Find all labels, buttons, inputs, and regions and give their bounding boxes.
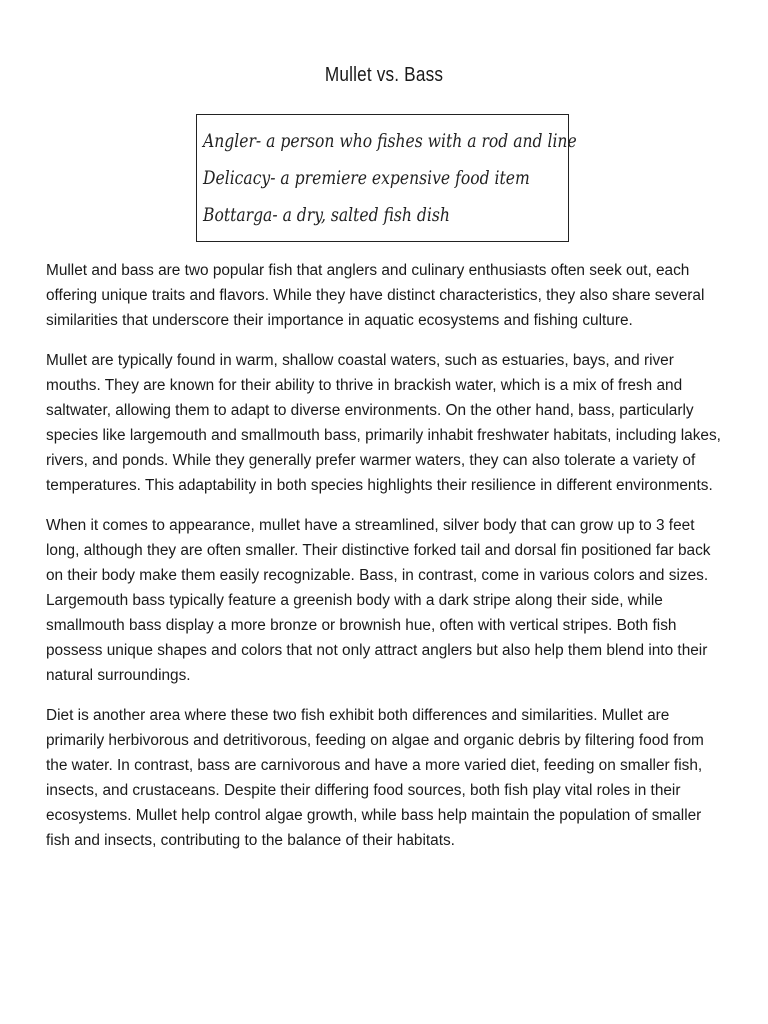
vocabulary-term-bottarga: Bottarga- a dry, salted fish dish bbox=[203, 204, 450, 226]
article-body bbox=[46, 258, 726, 868]
paragraph-habitat: Mullet are typically found in warm, shallow coastal waters, such as estuaries, bays, and river mouths. They are known for their ability to thrive in brackish water, which is a mix of fresh and saltwater, allowing them to adapt to diverse environments. On the other hand, bass, particularly species like largemouth and smallmouth bass, primarily inhabit freshwater habitats, including lakes, rivers, and ponds. While they generally prefer warmer waters, they can also tolerate a variety of temperatures. This adaptability in both species highlights their resilience in different environments. bbox=[46, 352, 721, 494]
paragraph-appearance: When it comes to appearance, mullet have a streamlined, silver body that can grow up to 3 feet long, although they are often smaller. Their distinctive forked tail and dorsal fin positioned far back on their body make them easily recognizable. Bass, in contrast, come in various colors and sizes. Largemouth bass typically feature a greenish body with a dark stripe along their side, while smallmouth bass display a more bronze or brownish hue, often with vertical stripes. Both fish possess unique shapes and colors that not only attract anglers but also help them blend into their natural surroundings. bbox=[46, 517, 711, 684]
vocabulary-box bbox=[196, 114, 577, 242]
paragraph-intro: Mullet and bass are two popular fish that anglers and culinary enthusiasts often seek out, each offering unique traits and flavors. While they have distinct characteristics, they also share several similarities that underscore their importance in aquatic ecosystems and fishing culture. bbox=[46, 262, 705, 329]
page-title: Mullet vs. Bass bbox=[324, 64, 444, 86]
paragraph-diet: Diet is another area where these two fish exhibit both differences and similarities. Mullet are primarily herbivorous and detritivorous, feeding on algae and organic debris by filtering food from the water. In contrast, bass are carnivorous and have a more varied diet, feeding on smaller fish, insects, and crustaceans. Despite their differing food sources, both fish play vital roles in their ecosystems. Mullet help control algae growth, while bass help maintain the population of smaller fish and insects, contributing to the balance of their habitats. bbox=[46, 707, 704, 849]
vocabulary-term-delicacy: Delicacy- a premiere expensive food item bbox=[203, 167, 530, 189]
vocabulary-term-angler: Angler- a person who fishes with a rod and line bbox=[203, 130, 577, 152]
